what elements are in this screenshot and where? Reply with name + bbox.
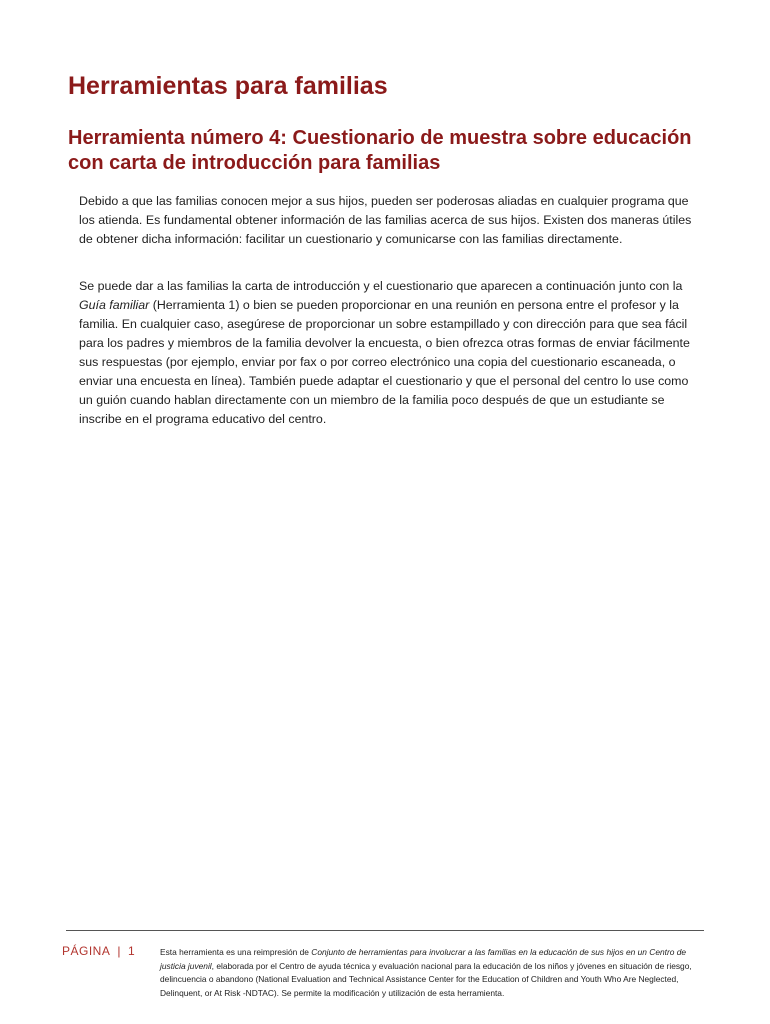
page-number: 1 xyxy=(127,944,136,958)
page-title: Herramientas para familias xyxy=(68,72,388,100)
footer-note-end: , elaborada por el Centro de ayuda técnica y evaluación nacional para la educación de los niños y jóvenes en situación de riesgo, delincuencia o abandono (National Evaluation and Technical Assistance Center for the Education of Children and Youth Who Are Neglected, Delinquent, or At Risk -NDTAC). Se permite la modificación y utilización de esta herramienta. xyxy=(160,960,692,998)
instructions-paragraph xyxy=(79,277,699,429)
footer-source-title: Conjunto de herramientas para involucrar a las familias en la educación de sus hijos en un Centro de justicia juvenil xyxy=(160,947,687,971)
instructions-text-end: (Herramienta 1) o bien se pueden proporcionar en una reunión en persona entre el profesor y la familia. En cualquier caso, asegúrese de proporcionar un sobre estampillado y con dirección para que sea fácil para los padres y miembros de la familia devolver la encuesta, o bien ofrezca otras formas de enviar fácilmente sus respuestas (por ejemplo, enviar por fax o por correo electrónico una copia del cuestionario escaneada, o enviar una encuesta en línea). También puede adaptar el cuestionario y que el personal del centro lo use como un guión cuando hablan directamente con un miembro de la familia poco después de que un estudiante se inscribe en el programa educativo del centro. xyxy=(79,298,690,426)
intro-paragraph: Debido a que las familias conocen mejor a sus hijos, pueden ser poderosas aliadas en cualquier programa que los atienda. Es fundamental obtener información de las familias acerca de sus hijos. Existen dos maneras útiles de obtener dicha información: facilitar un cuestionario y comunicarse con las familias directamente. xyxy=(79,194,692,246)
instructions-text-start: Se puede dar a las familias la carta de introducción y el cuestionario que aparecen a continuación junto con la xyxy=(79,279,683,293)
footer-page-number xyxy=(62,944,135,958)
footer-divider xyxy=(66,930,704,931)
footer-note-start: Esta herramienta es una reimpresión de xyxy=(160,947,312,957)
page-separator: | xyxy=(117,944,121,958)
footer-reprint-note xyxy=(160,946,706,1000)
section-title: Herramienta número 4: Cuestionario de muestra sobre educación con carta de introducción para familias xyxy=(68,127,692,174)
page-label: PÁGINA xyxy=(62,944,111,958)
guide-title-italic: Guía familiar xyxy=(79,298,150,312)
